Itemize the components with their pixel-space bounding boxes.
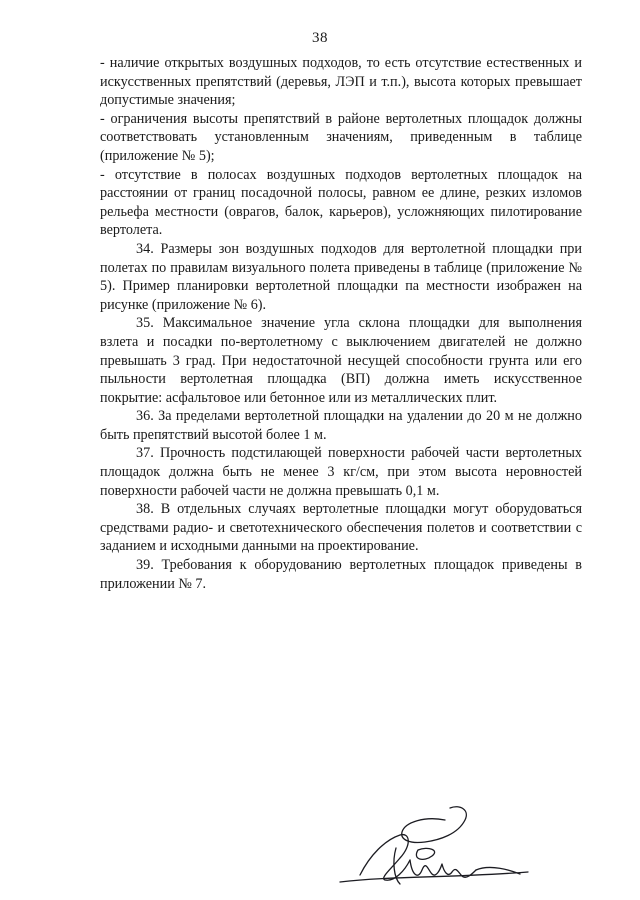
clause-36: 36. За пределами вертолетной площадки на удалении до 20 м не должно быть препятствий высотой более 1 м. — [100, 408, 582, 443]
clause-34: 34. Размеры зон воздушных подходов для вертолетной площадки при полетах по правилам визуального полета приведены в таблице (приложение № 5). Пример планировки вертолетной площадки па местности изображен на рисунке (приложение № 6). — [100, 240, 582, 313]
clause-38: 38. В отдельных случаях вертолетные площадки могут оборудоваться средствами радио- и светотехнического обеспечения полетов и соответствии с заданием и исходными данными на проектирование. — [100, 501, 582, 555]
bullet-obstacle-height-limits: - ограничения высоты препятствий в районе вертолетных площадок должны соответствовать установленным значениям, приведенным в таблице (приложение № 5); — [100, 110, 582, 164]
document-body — [100, 54, 582, 593]
page-number: 38 — [312, 30, 328, 46]
clause-39: 39. Требования к оборудованию вертолетных площадок приведены в приложении № 7. — [100, 557, 582, 592]
bullet-open-approaches: - наличие открытых воздушных подходов, то есть отсутствие естественных и искусственных препятствий (деревья, ЛЭП и т.п.), высота которых превышает допустимые значения; — [100, 55, 582, 109]
bullet-terrain-breaks: - отсутствие в полосах воздушных подходов вертолетных площадок на расстоянии от границ посадочной полосы, равном ее длине, резких изломов рельефа местности (оврагов, балок, карьеров), усложняющих пилотирование вертолета. — [100, 166, 582, 239]
clause-35: 35. Максимальное значение угла склона площадки для выполнения взлета и посадки по-вертолетному с выключением двигателей не должно превышать 3 град. При недостаточной несущей способности грунта или его пыльности вертолетная площадка (ВП) должна иметь искусственное покрытие: асфальтовое или бетонное или из металлических плит. — [100, 315, 582, 406]
handwritten-signature — [300, 800, 535, 890]
clause-37: 37. Прочность подстилающей поверхности рабочей части вертолетных площадок должна быть не менее 3 кг/см, при этом высота неровностей поверхности рабочей части не должна превышать 0,1 м. — [100, 445, 582, 499]
